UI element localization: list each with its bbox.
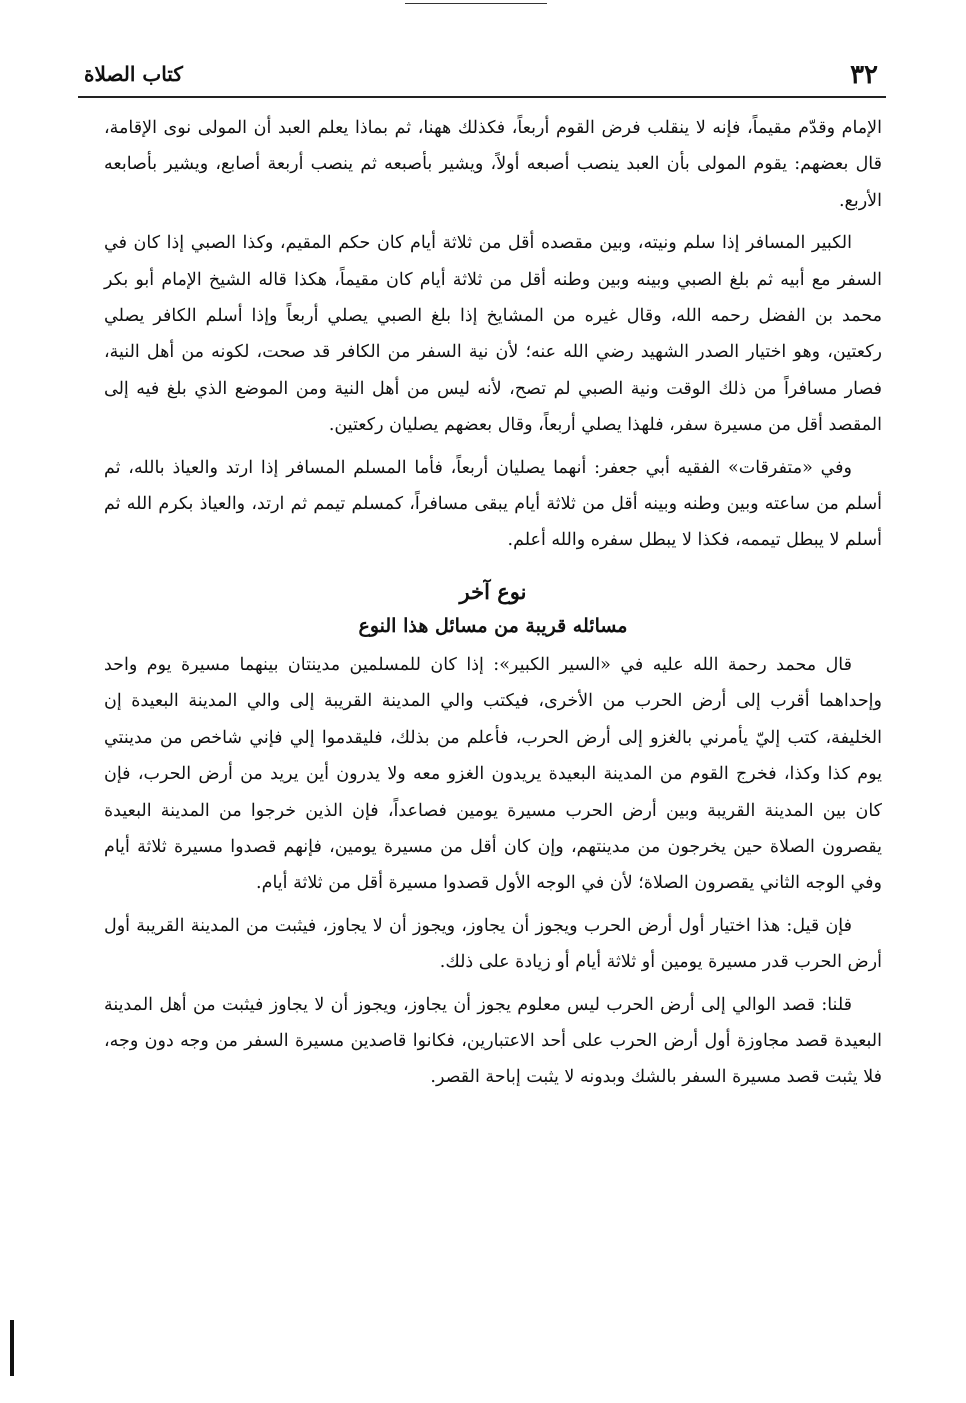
page-number: ٣٢ xyxy=(850,60,878,90)
top-rule xyxy=(405,3,547,4)
paragraph: وفي «متفرقات» الفقيه أبي جعفر: أنهما يصليان أربعاً، فأما المسلم المسافر إذا ارتد والعياذ بالله، ثم أسلم من ساعته وبين وطنه وبينه أقل من ثلاثة أيام يبقى مسافراً، كمسلم تيمم ثم ارتد، والعياذ بكرم الله ثم أسلم لا يبطل تيممه، فكذا لا يبطل سفره والله أعلم. xyxy=(104,457,882,551)
section-subtitle: مسائله قريبة من مسائل هذا النوع xyxy=(358,614,628,637)
paragraph: قال محمد رحمة الله عليه في «السير الكبير»: إذا كان للمسلمين مدينتان بينهما مسيرة يوم واحد وإحداهما أقرب إلى أرض الحرب من الأخرى، فيكتب والي المدينة القريبة إلى والي المدينة البعيدة إن الخليفة، كتب إليّ يأمرني بالغزو إلى أرض الحرب، فأعلم من بذلك، فليقدموا إلي فإني شاخص من مدينتي يوم كذا وكذا، فخرج القوم من المدينة البعيدة يريدون الغزو معه ولا يدرون أين يريد من أرض الحرب، فإن كان بين المدينة القريبة وبين أرض الحرب مسيرة يومين فصاعداً، فإن الذين خرجوا من المدينة البعيدة يقصرون الصلاة حين يخرجون من مدينتهم، وإن كان أقل من مسيرة يومين، فإنهم قصدوا مسيرة ثلاثة أيام وفي الوجه الثاني يقصرون الصلاة؛ لأن في الوجه الأول قصدوا مسيرة أقل من ثلاثة أيام. xyxy=(104,654,882,894)
paragraph: قلنا: قصد الوالي إلى أرض الحرب ليس معلوم يجوز أن يجاوز، ويجوز أن لا يجاوز فيثبت من أهل المدينة البعيدة قصد مجاوزة أول أرض الحرب على أحد الاعتبارين، فكانوا قاصدين مسيرة السفر من وجه دون وجه، فلا يثبت قصد مسيرة السفر بالشك وبدونه لا يثبت إباحة القصر. xyxy=(104,994,882,1088)
running-title: كتاب الصلاة xyxy=(84,62,183,86)
paragraph: فإن قيل: هذا اختيار أول أرض الحرب ويجوز أن يجاوز، ويجوز أن لا يجاوز، فيثبت من المدينة القريبة أول أرض الحرب قدر مسيرة يومين أو ثلاثة أيام أو زيادة على ذلك. xyxy=(104,915,882,973)
page-header xyxy=(78,52,886,98)
header-rule xyxy=(78,96,886,98)
page-body xyxy=(104,110,882,1096)
paragraph: الكبير المسافر إذا سلم ونيته، وبين مقصده أقل من ثلاثة أيام كان حكم المقيم، وكذا الصبي إذا كان في السفر مع أبيه ثم بلغ الصبي وبينه وبين وطنه أقل من ثلاثة أيام كان مقيماً، هكذا قاله الشيخ الإمام أبو بكر محمد بن الفضل رحمه الله، وقال غيره من المشايخ إذا بلغ الصبي يصلي أربعاً وإذا أسلم الكافر يصلي ركعتين، وهو اختيار الصدر الشهيد رضي الله عنه؛ لأن نية السفر من الكافر قد صحت، لكونه من أهل النية، فصار مسافراً من ذلك الوقت ونية الصبي لم تصح، لأنه ليس من أهل النية ومن الموضع الذي بلغ فيه إلى المقصد أقل من مسيرة سفر، فلهذا يصلي أربعاً، وقال بعضهم يصليان ركعتين. xyxy=(104,233,882,436)
section-title: نوع آخر xyxy=(459,578,527,604)
margin-mark xyxy=(10,1320,14,1376)
paragraph-continuation: الإمام وقدّم مقيماً، فإنه لا ينقلب فرض القوم أربعاً، فكذلك ههنا، ثم بماذا يعلم العبد أن المولى نوى الإقامة، قال بعضهم: يقوم المولى بأن العبد ينصب أصبعه أولاً، ويشير بأصبعه ثم ينصب أربعة أصابع، ويشير بأصابعه الأربع. xyxy=(104,118,882,211)
